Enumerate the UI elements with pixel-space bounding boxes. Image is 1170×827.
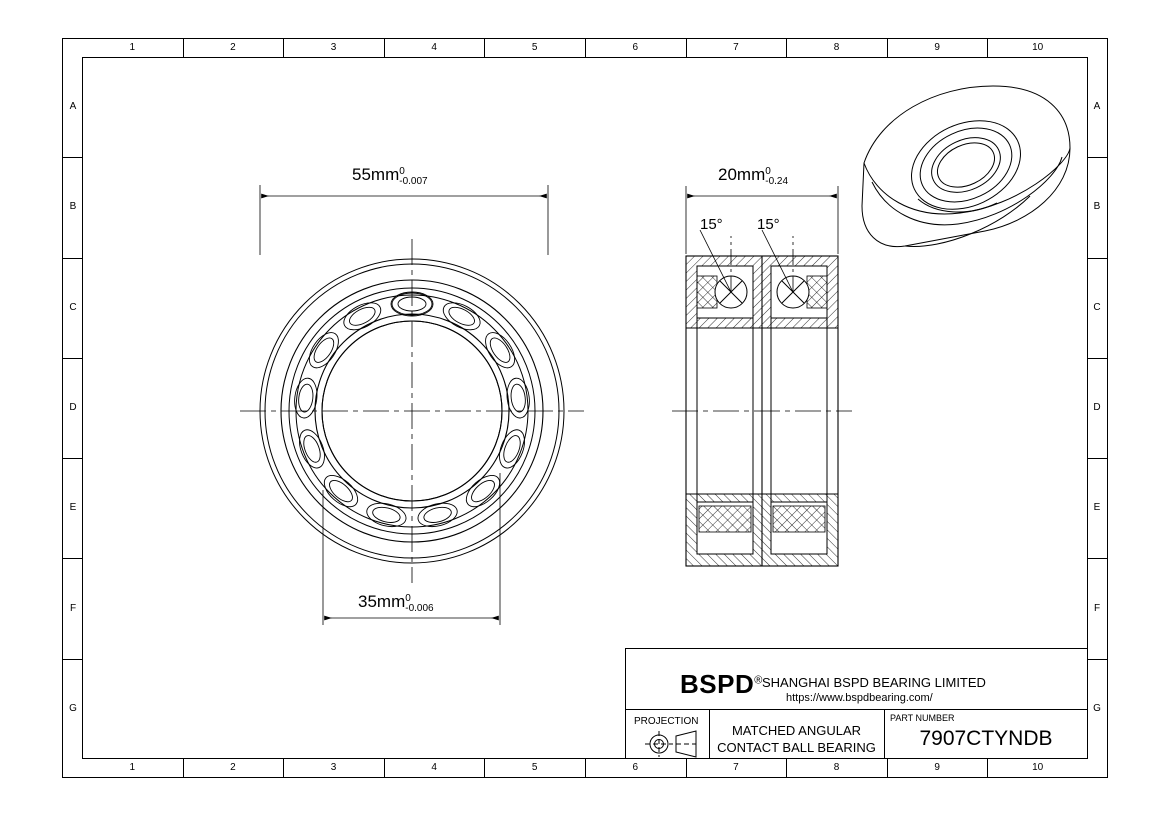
frame-column-label-10: 10 [1032,762,1044,773]
frame-tick [987,38,988,57]
title-block-divider [625,709,1088,710]
frame-row-label-E: E [1093,502,1101,514]
frame-column-label-8: 8 [833,762,840,773]
frame-tick [1088,258,1108,259]
frame-row-label-G: G [69,702,77,714]
frame-tick [384,38,385,57]
frame-row-label-E: E [69,502,77,514]
frame-column-label-3: 3 [330,42,337,53]
frame-tick [484,38,485,57]
dimension-label-bore-diameter: 35mm 0 -0.006 [358,592,434,614]
frame-tick [585,38,586,57]
frame-tick [62,558,82,559]
frame-column-label-6: 6 [632,762,639,773]
frame-column-label-2: 2 [230,762,236,773]
projection-label: PROJECTION [634,716,699,727]
frame-tick [283,759,284,778]
frame-tick [887,38,888,57]
frame-tick [1088,358,1108,359]
dimension-label-contact-angle-right: 15° [757,216,780,233]
frame-column-label-4: 4 [431,42,437,53]
company-name: SHANGHAI BSPD BEARING LIMITED [762,675,986,690]
frame-row-label-B: B [1093,201,1101,213]
frame-row-label-C: C [69,301,77,313]
frame-tick [585,759,586,778]
part-number-value: 7907CTYNDB [919,727,1053,750]
frame-column-label-7: 7 [733,42,739,53]
frame-column-label-2: 2 [230,42,236,53]
frame-tick [62,358,82,359]
frame-tick [1088,659,1108,660]
frame-column-label-9: 9 [934,42,940,53]
frame-column-label-1: 1 [129,762,136,773]
frame-tick [1088,157,1108,158]
frame-tick [183,759,184,778]
frame-column-label-7: 7 [733,762,739,773]
frame-tick [283,38,284,57]
part-number-label: PART NUMBER [890,713,955,723]
frame-column-label-3: 3 [330,762,337,773]
frame-column-label-9: 9 [934,762,940,773]
frame-column-label-1: 1 [129,42,136,53]
frame-tick [62,258,82,259]
frame-column-label-4: 4 [431,762,437,773]
frame-row-label-D: D [1093,402,1101,413]
part-description [709,722,884,756]
frame-tick [1088,458,1108,459]
frame-column-label-6: 6 [632,42,639,53]
brand-logo: BSPD® [680,669,763,699]
frame-tick [987,759,988,778]
frame-tick [62,458,82,459]
dimension-label-contact-angle-left: 15° [700,216,723,233]
frame-tick [786,759,787,778]
frame-tick [887,759,888,778]
part-description-line2: CONTACT BALL BEARING [717,740,876,755]
frame-column-label-5: 5 [531,762,538,773]
frame-row-label-B: B [69,201,77,213]
dimension-label-width: 20mm 0 -0.24 [718,165,789,187]
frame-tick [1088,558,1108,559]
frame-column-label-5: 5 [531,42,538,53]
frame-row-label-A: A [1093,101,1101,113]
frame-tick [686,38,687,57]
frame-column-label-8: 8 [833,42,840,53]
frame-tick [62,659,82,660]
frame-tick [62,157,82,158]
frame-tick [183,38,184,57]
frame-tick [384,759,385,778]
frame-column-label-10: 10 [1032,42,1044,53]
frame-row-label-G: G [1093,702,1101,714]
part-description-line1: MATCHED ANGULAR [731,723,862,738]
frame-tick [686,759,687,778]
company-website[interactable]: https://www.bspdbearing.com/ [786,692,933,704]
frame-tick [786,38,787,57]
frame-row-label-F: F [69,602,77,614]
frame-row-label-F: F [1093,602,1101,614]
dimension-label-outer-diameter: 55mm 0 -0.007 [352,165,428,187]
frame-tick [484,759,485,778]
frame-row-label-C: C [1093,301,1101,313]
frame-row-label-A: A [69,101,77,113]
frame-row-label-D: D [69,402,77,413]
